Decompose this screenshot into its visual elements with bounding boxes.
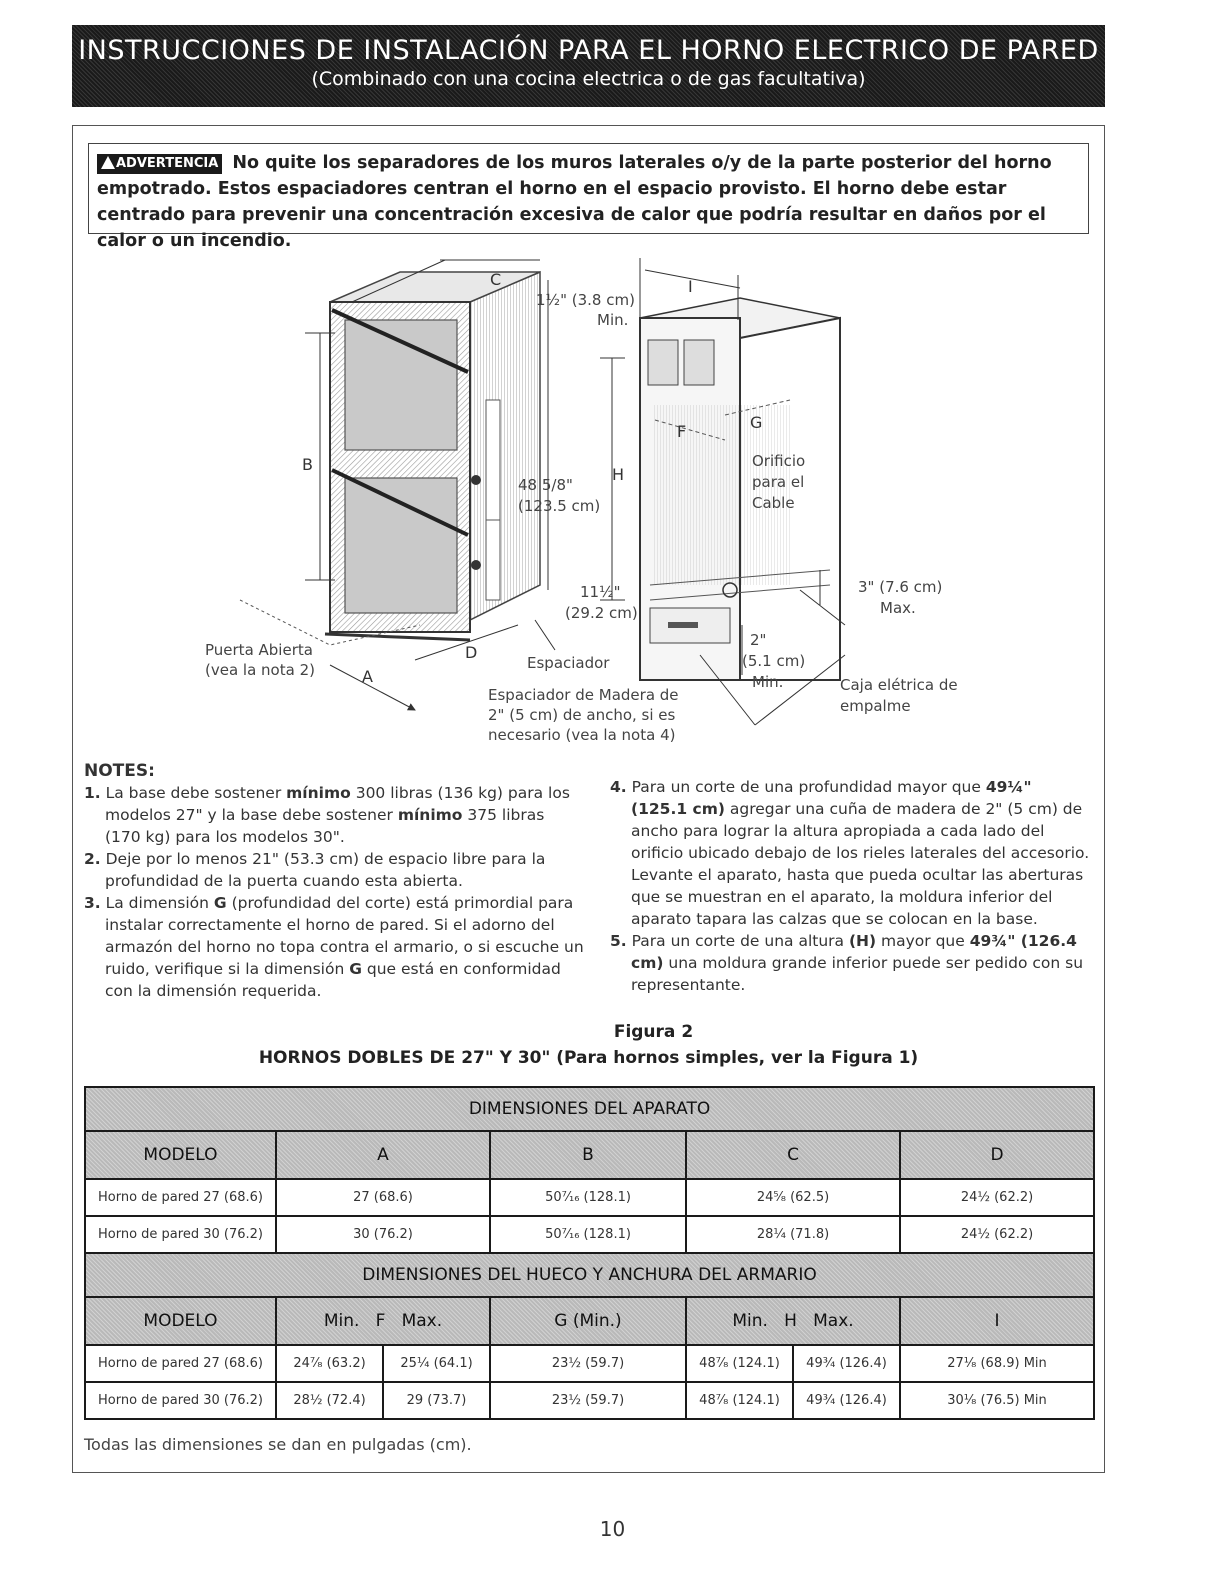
warning-box: [88, 143, 1089, 251]
table2-cell: 49¾ (126.4): [793, 1345, 900, 1382]
warning-text: No quite los separadores de los muros laterales o/y de la parte posterior del horno empotrado. Estos espaciadores centran el horno en el espacio provisto. El horno debe estar centrado para prevenir una concentración excesiva de calor que podría resultar en daños por el calor o un incendio.: [97, 153, 1052, 251]
table1-cell: 30 (76.2): [276, 1216, 490, 1253]
table1-cell: 50⁷⁄₁₆ (128.1): [490, 1216, 686, 1253]
table2-cell: 30¹⁄₈ (76.5) Min: [900, 1382, 1094, 1419]
table1-cell: 24½ (62.2): [900, 1216, 1094, 1253]
table1-header-d: D: [900, 1131, 1094, 1179]
figure-caption: HORNOS DOBLES DE 27" Y 30" (Para hornos simples, ver la Figura 1): [258, 1048, 919, 1068]
note-3: 3. La dimensión G (profundidad del corte) está primordial para instalar correctamente el horno de pared. Si el adorno del armazón del horno no topa contra el armario, o si escuche un ruido, verifique si la dimensión G que está en conformidad con la dimensión requerida.: [84, 894, 584, 1000]
hole-label-3: Cable: [752, 494, 795, 512]
notes-left-column: [84, 760, 584, 1002]
spacer-label: Espaciador: [527, 654, 610, 672]
table2-cell: 27¹⁄₈ (68.9) Min: [900, 1345, 1094, 1382]
table1-header-a: A: [276, 1131, 490, 1179]
label-c: C: [490, 270, 502, 289]
label-d: D: [465, 643, 478, 662]
table2-cell: 23½ (59.7): [490, 1345, 686, 1382]
table2-cell: 49¾ (126.4): [793, 1382, 900, 1419]
units-note: Todas las dimensiones se dan en pulgadas (cm).: [84, 1435, 472, 1454]
table-row: [85, 1345, 1094, 1382]
bottom-label-1: 11½": [580, 583, 621, 601]
door-open-label-1: Puerta Abierta: [205, 641, 313, 659]
table2-title: DIMENSIONES DEL HUECO Y ANCHURA DEL ARMARIO: [85, 1253, 1094, 1297]
page-subtitle: (Combinado con una cocina electrica o de gas facultativa): [311, 68, 866, 90]
label-f: F: [677, 422, 687, 441]
note-4: 4. Para un corte de una profundidad mayor que 49¼" (125.1 cm) agregar una cuña de madera de 2" (5 cm) de ancho para lograr la altura apropiada a cada lado del orificio ubicado debajo de los rieles laterales del accesorio. Levante el aparato, hasta que pueda ocultar las aberturas que se muestran en el aparato, la moldura inferior del aparato tapara las calzas que se colocan en la base.: [610, 778, 1090, 928]
min2-label-1: 2": [750, 631, 767, 649]
table1-cell: Horno de pared 30 (76.2): [85, 1216, 276, 1253]
max-label-1: 3" (7.6 cm): [858, 578, 943, 596]
page-title: INSTRUCCIONES DE INSTALACIÓN PARA EL HORNO ELECTRICO DE PARED: [78, 35, 1099, 66]
label-h: H: [612, 465, 625, 484]
table2-cell: 23½ (59.7): [490, 1382, 686, 1419]
height-label-2: (123.5 cm): [518, 497, 601, 515]
cutout-dimensions-table: [84, 1252, 1095, 1420]
wood-spacer-label-2: 2" (5 cm) de ancho, si es: [488, 706, 676, 724]
warning-badge-label: ADVERTENCIA: [116, 156, 219, 171]
table1-title: DIMENSIONES DEL APARATO: [85, 1087, 1094, 1131]
note-5: 5. Para un corte de una altura (H) mayor que 49¾" (126.4 cm) una moldura grande inferior puede ser pedido con su representante.: [610, 932, 1084, 994]
max-label-2: Max.: [880, 599, 916, 617]
label-i: I: [688, 277, 693, 296]
page-number: 10: [599, 1517, 626, 1541]
min2-label-3: Min.: [752, 673, 784, 691]
notes-right-column: [610, 776, 1090, 996]
title-banner: [72, 25, 1105, 107]
table2-header-h: Min. H Max.: [686, 1297, 900, 1345]
door-open-label-2: (vea la nota 2): [205, 661, 315, 679]
table2-header-f: Min. F Max.: [276, 1297, 490, 1345]
label-b: B: [302, 455, 313, 474]
table2-cell: 25¼ (64.1): [383, 1345, 490, 1382]
table2-cell: 48⁷⁄₈ (124.1): [686, 1345, 793, 1382]
table1-cell: 24½ (62.2): [900, 1179, 1094, 1216]
table1-cell: Horno de pared 27 (68.6): [85, 1179, 276, 1216]
junction-label-2: empalme: [840, 697, 911, 715]
note-1: 1. La base debe sostener mínimo 300 libras (136 kg) para los modelos 27" y la base debe sostener mínimo 375 libras (170 kg) para los modelos 30".: [84, 784, 570, 846]
table2-cell: 48⁷⁄₈ (124.1): [686, 1382, 793, 1419]
table1-cell: 24⁵⁄₈ (62.5): [686, 1179, 900, 1216]
warning-triangle-icon: [101, 156, 115, 169]
height-label-1: 48 5/8": [518, 476, 573, 494]
gap-top-label-2: Min.: [597, 311, 629, 329]
hole-label-2: para el: [752, 473, 805, 491]
table1-header-model: MODELO: [85, 1131, 276, 1179]
table2-header-g: G (Min.): [490, 1297, 686, 1345]
junction-label-1: Caja elétrica de: [840, 676, 958, 694]
table2-header-model: MODELO: [85, 1297, 276, 1345]
table1-header-c: C: [686, 1131, 900, 1179]
label-g: G: [750, 413, 763, 432]
table2-cell: Horno de pared 27 (68.6): [85, 1345, 276, 1382]
table1-cell: 28¼ (71.8): [686, 1216, 900, 1253]
table-row: [85, 1382, 1094, 1419]
wood-spacer-label-1: Espaciador de Madera de: [488, 686, 679, 704]
bottom-label-2: (29.2 cm): [565, 604, 638, 622]
table1-header-b: B: [490, 1131, 686, 1179]
table-row: [85, 1216, 1094, 1253]
wood-spacer-label-3: necesario (vea la nota 4): [488, 726, 676, 744]
gap-top-label-1: 1½" (3.8 cm): [536, 291, 635, 309]
hole-label-1: Orificio: [752, 452, 806, 470]
table2-cell: 29 (73.7): [383, 1382, 490, 1419]
label-a: A: [362, 667, 373, 686]
installation-diagram: [180, 248, 980, 748]
appliance-dimensions-table: [84, 1086, 1095, 1254]
figure-label: Figura 2: [613, 1022, 694, 1042]
table2-cell: 24⁷⁄₈ (63.2): [276, 1345, 383, 1382]
cabinet-illustration: [640, 298, 840, 680]
table1-cell: 50⁷⁄₁₆ (128.1): [490, 1179, 686, 1216]
table2-cell: 28½ (72.4): [276, 1382, 383, 1419]
note-2: 2. Deje por lo menos 21" (53.3 cm) de espacio libre para la profundidad de la puerta cuando esta abierta.: [84, 850, 546, 890]
min2-label-2: (5.1 cm): [742, 652, 806, 670]
warning-badge: [97, 154, 222, 174]
table2-cell: Horno de pared 30 (76.2): [85, 1382, 276, 1419]
notes-heading: NOTES:: [84, 761, 155, 781]
oven-illustration: [325, 272, 540, 640]
table-row: [85, 1179, 1094, 1216]
table1-cell: 27 (68.6): [276, 1179, 490, 1216]
table2-header-i: I: [900, 1297, 1094, 1345]
